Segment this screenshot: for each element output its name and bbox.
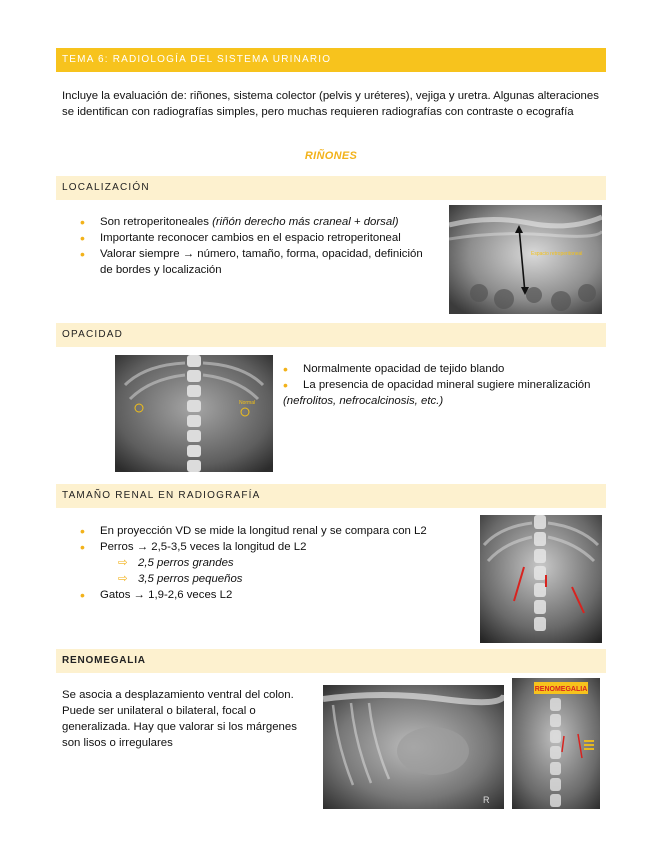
list-item: • Gatos → 1,9-2,6 veces L2	[80, 587, 475, 603]
list-item: • La presencia de opacidad mineral sugiere mineralización	[283, 377, 603, 393]
renomegalia-paragraph: Se asocia a desplazamiento ventral del colon. Puede ser unilateral o bilateral, focal o generalizada. Hay que valorar si los márgenes son lisos o irregulares	[62, 689, 297, 749]
xray-kidney-measure-image	[480, 515, 602, 643]
list-item: • Perros → 2,5-3,5 veces la longitud de L2	[80, 539, 475, 555]
renomegalia-badge: RENOMEGALIA	[534, 686, 588, 693]
list-item: • Importante reconocer cambios en el espacio retroperitoneal	[80, 230, 425, 246]
xray-annotation: Espacio retroperitoneal	[531, 251, 583, 257]
tamano-list	[80, 523, 475, 603]
list-item: • Normalmente opacidad de tejido blando	[283, 361, 603, 377]
list-item: • Valorar siempre → número, tamaño, forma, opacidad, definición de bordes y localización	[80, 246, 425, 278]
heading-tamano-renal: TAMAÑO RENAL EN RADIOGRAFÍA	[56, 484, 606, 508]
arrow-right-icon: ⇨	[118, 573, 128, 585]
page-title: TEMA 6: RADIOLOGÍA DEL SISTEMA URINARIO	[56, 48, 606, 72]
xray-annotation: Normal	[239, 400, 256, 406]
xray-lateral-image	[449, 205, 602, 314]
localizacion-list	[80, 214, 425, 278]
opacidad-list	[283, 361, 603, 393]
xray-renomegalia-lateral	[323, 685, 504, 809]
heading-opacidad: OPACIDAD	[56, 323, 606, 347]
svg-text:R: R	[483, 795, 490, 805]
intro-paragraph: Incluye la evaluación de: riñones, sistema colector (pelvis y uréteres), vejiga y uretra. Algunas alteraciones se identifican con radiografías simples, pero muchas requieren radiografías con contraste o ecografía	[62, 90, 599, 118]
list-subitem: ⇨ 2,5 perros grandes	[118, 557, 234, 569]
list-item: • Son retroperitoneales (riñón derecho más craneal + dorsal)	[80, 214, 425, 230]
list-subitem: ⇨ 3,5 perros pequeños	[118, 573, 243, 585]
heading-renomegalia: RENOMEGALIA	[56, 649, 606, 673]
xray-vd-image	[115, 355, 273, 472]
heading-localizacion: LOCALIZACIÓN	[56, 176, 606, 200]
arrow-right-icon: ⇨	[118, 557, 128, 569]
opacidad-italic-note: (nefrolitos, nefrocalcinosis, etc.)	[283, 395, 444, 407]
xray-renomegalia-vd	[512, 678, 600, 809]
list-item: • En proyección VD se mide la longitud renal y se compara con L2	[80, 523, 475, 539]
section-title: RIÑONES	[304, 150, 358, 162]
